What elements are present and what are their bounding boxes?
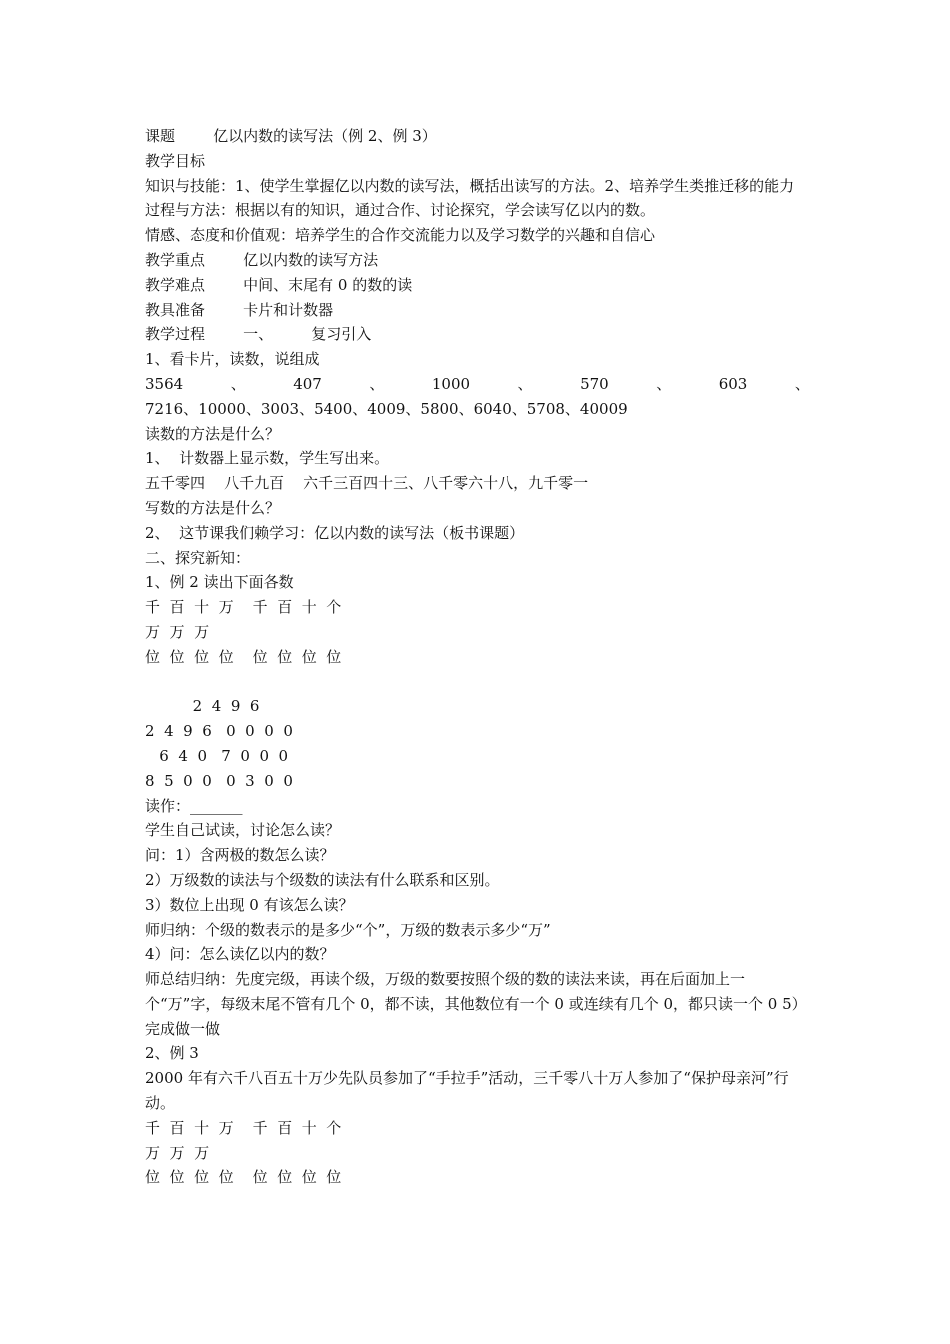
text-line: 情感、态度和价值观：培养学生的合作交流能力以及学习数学的兴趣和自信心: [145, 226, 656, 245]
place-value-row: 千 百 十 万 千 百 十 个: [145, 598, 342, 617]
text-line: 教学过程 一、 复习引入: [145, 325, 372, 344]
number-card: 570: [580, 374, 609, 393]
number-card: 407: [293, 374, 322, 393]
lesson-title: 课题 亿以内数的读写法（例 2、例 3）: [145, 127, 437, 145]
text-line: 1、 计数器上显示数，学生写出来。: [145, 449, 390, 468]
place-value-row: 万 万 万: [145, 1143, 210, 1162]
text-line: 五千零四 八千九百 六千三百四十三、八千零六十八，九千零一: [145, 474, 589, 493]
text-line: 1、例 2 读出下面各数: [145, 573, 294, 592]
place-value-row: 位 位 位 位 位 位 位 位: [145, 647, 342, 666]
text-line: 教学重点 亿以内数的读写方法: [145, 250, 379, 269]
document-page: [145, 124, 810, 1190]
place-value-row: 千 百 十 万 千 百 十 个: [145, 1118, 342, 1137]
number-row: 2 4 9 6: [145, 697, 260, 716]
separator: 、: [369, 374, 385, 393]
separator: 、: [230, 374, 246, 393]
number-card: 1000: [431, 374, 471, 393]
text-line: 3）数位上出现 0 有该怎么读？: [145, 895, 354, 914]
text-line: 2、 这节课我们赖学习：亿以内数的读写法（板书课题）: [145, 523, 525, 542]
summary-paragraph: 师总结归纳：先度完级，再读个级，万级的数要按照个级的数的读法来读，再在后面加上一个“万”字，每级末尾不管有几个 0，都不读，其他数位有一个 0 或连续有几个 0，都只读一个 0 5）完成做一做: [145, 970, 807, 1038]
text-line: 1、看卡片，读数，说组成: [145, 350, 320, 369]
example-paragraph: 2000 年有六千八百五十万少先队员参加了“手拉手”活动，三千零八十万人参加了“保护母亲河”行动。: [145, 1069, 789, 1113]
separator: 、: [794, 374, 810, 393]
blank-line: [145, 670, 810, 695]
text-line: 教学难点 中间、末尾有 0 的数的读: [145, 275, 413, 294]
number-card-row: [145, 372, 810, 397]
text-line: 学生自己试读，讨论怎么读？: [145, 821, 341, 840]
text-paragraph: 知识与技能：1、使学生掌握亿以内数的读写法，概括出读写的方法。2、培养学生类推迁移的能力: [145, 176, 795, 195]
place-value-row: 万 万 万: [145, 622, 210, 641]
text-line: 2）万级数的读法与个级数的读法有什么联系和区别。: [145, 870, 500, 889]
separator: 、: [517, 374, 533, 393]
text-line: 2、例 3: [145, 1044, 199, 1063]
number-row: 2 4 9 6 0 0 0 0: [145, 722, 293, 741]
text-line: 写数的方法是什么？: [145, 498, 281, 517]
text-line: 7216、10000、3003、5400、4009、5800、6040、5708、40009: [145, 399, 628, 418]
text-line: 读数的方法是什么？: [145, 424, 281, 443]
separator: 、: [656, 374, 672, 393]
text-line: 师归纳：个级的数表示的是多少“个”，万级的数表示多少“万”: [145, 920, 551, 939]
number-card: 3564: [145, 374, 184, 393]
text-line: 读作：_______: [145, 796, 243, 815]
text-line: 问：1）含两极的数怎么读？: [145, 846, 335, 865]
text-line: 教具准备 卡片和计数器: [145, 300, 334, 319]
text-line: 4）问：怎么读亿以内的数？: [145, 945, 335, 964]
text-line: 二、探究新知：: [145, 548, 251, 567]
text-line: 过程与方法：根据以有的知识，通过合作、讨论探究，学会读写亿以内的数。: [145, 201, 656, 220]
number-row: 8 5 0 0 0 3 0 0: [145, 771, 293, 790]
section-heading: 教学目标: [145, 151, 206, 170]
number-row: 6 4 0 7 0 0 0: [145, 746, 289, 765]
number-card: 603: [718, 374, 748, 393]
place-value-row: 位 位 位 位 位 位 位 位: [145, 1168, 342, 1187]
